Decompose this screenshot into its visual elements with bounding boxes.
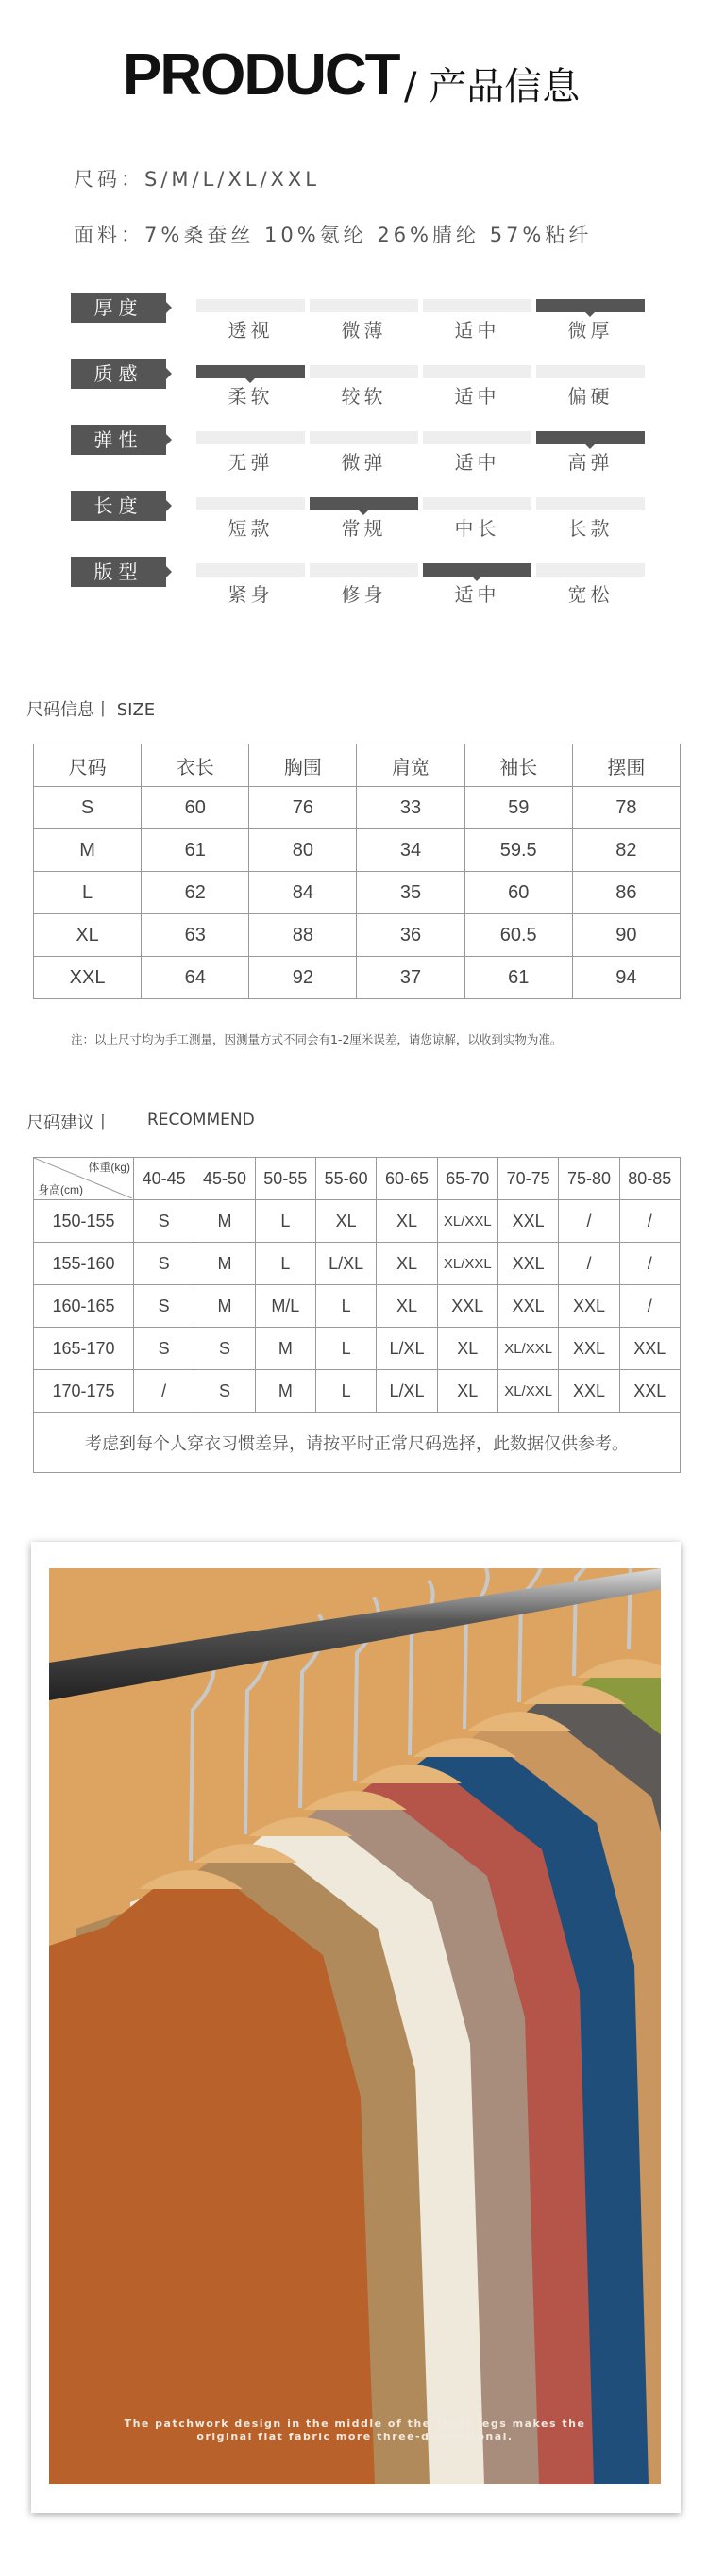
size-cell: L/XL (377, 1328, 437, 1370)
height-cell: 160-165 (34, 1285, 134, 1328)
caption-line-1: The patchwork design in the middle of the front legs makes the (124, 2417, 586, 2430)
table-row (34, 872, 681, 914)
table-cell: 60 (464, 872, 572, 914)
size-note: 注：以上尺寸均为手工测量，因测量方式不同会有1-2厘米误差，请您谅解，以收到实物为准。 (71, 1032, 563, 1046)
table-cell: 60.5 (464, 914, 572, 957)
attribute-option (536, 563, 645, 607)
table-row (34, 787, 681, 829)
attribute-option (196, 563, 305, 607)
option-label: 微薄 (341, 319, 387, 342)
table-cell: 63 (142, 914, 249, 957)
table-cell: 84 (249, 872, 357, 914)
attribute-label: 质感 (71, 359, 166, 389)
table-cell: 59.5 (464, 829, 572, 872)
size-cell: XXL (497, 1243, 558, 1285)
weight-header: 65-70 (437, 1158, 497, 1200)
table-row (34, 829, 681, 872)
option-bar (310, 563, 418, 577)
size-cell: S (134, 1200, 194, 1243)
recommend-table (33, 1157, 681, 1473)
option-label: 偏硬 (567, 385, 614, 408)
size-cell: / (619, 1285, 680, 1328)
size-cell: M (194, 1285, 255, 1328)
attribute-option (196, 365, 305, 409)
title-product: PRODUCT (123, 42, 399, 108)
height-cell: 155-160 (34, 1243, 134, 1285)
size-cell: XXL (559, 1285, 619, 1328)
note-row (34, 1413, 681, 1473)
attribute-option (310, 563, 418, 607)
attribute-option (196, 497, 305, 541)
recommend-heading: 尺码建议丨 (26, 1113, 111, 1133)
attribute-label: 厚度 (71, 293, 166, 323)
selected-indicator-bar (536, 299, 645, 312)
table-cell: 36 (357, 914, 464, 957)
size-cell: XL (437, 1370, 497, 1413)
column-header: 衣长 (142, 744, 249, 787)
option-label: 高弹 (567, 451, 614, 474)
size-spec: 尺码：S/M/L/XL/XXL (74, 168, 321, 191)
table-cell: 35 (357, 872, 464, 914)
size-info-heading: 尺码信息丨 SIZE (26, 700, 156, 720)
fabric-spec: 面料：7%桑蚕丝 10%氨纶 26%腈纶 57%粘纤 (74, 224, 593, 246)
size-cell: L (255, 1243, 315, 1285)
size-cell: / (619, 1243, 680, 1285)
column-header: 肩宽 (357, 744, 464, 787)
option-bar (196, 497, 305, 510)
photo-caption (49, 2417, 661, 2444)
attribute-row (71, 491, 656, 553)
option-bar (536, 497, 645, 510)
table-cell: 61 (142, 829, 249, 872)
table-cell: S (34, 787, 142, 829)
size-cell: XL/XXL (437, 1243, 497, 1285)
option-label: 适中 (454, 319, 500, 342)
option-label: 柔软 (228, 385, 274, 408)
selected-indicator-bar (196, 365, 305, 378)
option-label: 无弹 (228, 451, 274, 474)
size-cell: XL/XXL (437, 1200, 497, 1243)
table-cell: XL (34, 914, 142, 957)
option-bar (310, 431, 418, 444)
attribute-label: 弹性 (71, 425, 166, 455)
option-bar (310, 365, 418, 378)
size-cell: XXL (619, 1370, 680, 1413)
size-cell: / (134, 1370, 194, 1413)
option-bar (196, 563, 305, 577)
option-bar (536, 365, 645, 378)
size-cell: / (559, 1200, 619, 1243)
table-cell: 86 (572, 872, 680, 914)
size-cell: S (194, 1328, 255, 1370)
table-cell: 94 (572, 957, 680, 999)
attribute-row (71, 293, 656, 355)
size-cell: XL (377, 1243, 437, 1285)
attribute-option (423, 497, 531, 541)
weight-header: 55-60 (315, 1158, 376, 1200)
shirt (49, 1889, 375, 2484)
weight-header: 75-80 (559, 1158, 619, 1200)
table-header-row (34, 1158, 681, 1200)
option-bar (423, 299, 531, 312)
size-cell: L (315, 1285, 376, 1328)
recommend-heading-en: RECOMMEND (147, 1111, 255, 1129)
size-cell: XL (377, 1285, 437, 1328)
option-label: 适中 (454, 385, 500, 408)
size-cell: M (194, 1200, 255, 1243)
table-header-row (34, 744, 681, 787)
table-cell: 90 (572, 914, 680, 957)
weight-header: 80-85 (619, 1158, 680, 1200)
option-label: 常规 (341, 517, 387, 540)
option-label: 适中 (454, 451, 500, 474)
table-cell: 82 (572, 829, 680, 872)
weight-header: 40-45 (134, 1158, 194, 1200)
attribute-option (536, 365, 645, 409)
size-cell: M/L (255, 1285, 315, 1328)
shirts-on-rack-illustration (49, 1568, 661, 2484)
table-row (34, 1285, 681, 1328)
size-cell: M (194, 1243, 255, 1285)
attribute-option (196, 431, 305, 475)
option-label: 微厚 (567, 319, 614, 342)
attribute-option (536, 497, 645, 541)
attribute-option (196, 299, 305, 343)
weight-header: 50-55 (255, 1158, 315, 1200)
title-product-info: / 产品信息 (404, 65, 581, 109)
size-cell: L/XL (315, 1243, 376, 1285)
column-header: 袖长 (464, 744, 572, 787)
option-label: 紧身 (228, 583, 274, 606)
option-bar (310, 299, 418, 312)
table-cell: M (34, 829, 142, 872)
attribute-option (310, 365, 418, 409)
size-cell: XXL (437, 1285, 497, 1328)
table-cell: 80 (249, 829, 357, 872)
option-bar (423, 365, 531, 378)
size-cell: XXL (559, 1370, 619, 1413)
size-cell: S (134, 1243, 194, 1285)
attribute-option (423, 365, 531, 409)
size-cell: L (315, 1328, 376, 1370)
size-cell: XL/XXL (497, 1328, 558, 1370)
column-header: 摆围 (572, 744, 680, 787)
size-cell: S (194, 1370, 255, 1413)
option-bar (196, 299, 305, 312)
weight-axis-label: 体重(kg) (88, 1161, 130, 1174)
column-header: 尺码 (34, 744, 142, 787)
size-cell: / (559, 1243, 619, 1285)
size-cell: XXL (497, 1285, 558, 1328)
table-cell: 34 (357, 829, 464, 872)
table-cell: 33 (357, 787, 464, 829)
size-cell: XL (315, 1200, 376, 1243)
table-cell: 88 (249, 914, 357, 957)
attribute-row (71, 425, 656, 487)
option-bar (196, 431, 305, 444)
selected-indicator-bar (536, 431, 645, 444)
height-cell: 165-170 (34, 1328, 134, 1370)
attribute-option (423, 431, 531, 475)
table-cell: 37 (357, 957, 464, 999)
table-row (34, 914, 681, 957)
option-label: 中长 (454, 517, 500, 540)
height-axis-label: 身高(cm) (38, 1183, 83, 1196)
option-label: 微弹 (341, 451, 387, 474)
option-label: 宽松 (567, 583, 614, 606)
attribute-option (310, 299, 418, 343)
table-row (34, 957, 681, 999)
caption-line-2: original flat fabric more three-dimensional. (196, 2431, 514, 2443)
table-row (34, 1370, 681, 1413)
product-photo (49, 1568, 661, 2484)
option-label: 透视 (228, 319, 274, 342)
size-cell: / (619, 1200, 680, 1243)
attribute-row (71, 557, 656, 619)
attribute-option (310, 497, 418, 541)
recommend-note: 考虑到每个人穿衣习惯差异，请按平时正常尺码选择，此数据仅供参考。 (34, 1413, 681, 1473)
selected-indicator-bar (310, 497, 418, 510)
table-cell: 64 (142, 957, 249, 999)
height-cell: 150-155 (34, 1200, 134, 1243)
attribute-option (423, 563, 531, 607)
option-bar (423, 497, 531, 510)
size-cell: XXL (559, 1328, 619, 1370)
size-table (33, 744, 681, 999)
table-cell: 78 (572, 787, 680, 829)
option-label: 较软 (341, 385, 387, 408)
option-label: 长款 (567, 517, 614, 540)
option-label: 适中 (454, 583, 500, 606)
size-cell: XXL (619, 1328, 680, 1370)
column-header: 胸围 (249, 744, 357, 787)
table-cell: 59 (464, 787, 572, 829)
table-row (34, 1243, 681, 1285)
size-cell: XXL (497, 1200, 558, 1243)
size-cell: XL/XXL (497, 1370, 558, 1413)
option-bar (536, 563, 645, 577)
size-cell: M (255, 1328, 315, 1370)
size-cell: XL (437, 1328, 497, 1370)
attribute-option (423, 299, 531, 343)
option-label: 短款 (228, 517, 274, 540)
size-cell: S (134, 1328, 194, 1370)
attribute-row (71, 359, 656, 421)
height-cell: 170-175 (34, 1370, 134, 1413)
weight-header: 45-50 (194, 1158, 255, 1200)
size-cell: S (134, 1285, 194, 1328)
table-cell: 92 (249, 957, 357, 999)
size-cell: XL (377, 1200, 437, 1243)
option-label: 修身 (341, 583, 387, 606)
size-cell: L/XL (377, 1370, 437, 1413)
attribute-option (536, 431, 645, 475)
attribute-label: 版型 (71, 557, 166, 587)
selected-indicator-bar (423, 563, 531, 577)
size-cell: M (255, 1370, 315, 1413)
option-bar (423, 431, 531, 444)
attribute-option (310, 431, 418, 475)
weight-header: 70-75 (497, 1158, 558, 1200)
table-cell: 60 (142, 787, 249, 829)
size-cell: L (255, 1200, 315, 1243)
size-cell: L (315, 1370, 376, 1413)
attribute-option (536, 299, 645, 343)
attribute-label: 长度 (71, 491, 166, 521)
corner-header (34, 1158, 134, 1200)
table-cell: 62 (142, 872, 249, 914)
table-cell: XXL (34, 957, 142, 999)
table-row (34, 1200, 681, 1243)
table-cell: 61 (464, 957, 572, 999)
weight-header: 60-65 (377, 1158, 437, 1200)
table-cell: L (34, 872, 142, 914)
table-row (34, 1328, 681, 1370)
table-cell: 76 (249, 787, 357, 829)
